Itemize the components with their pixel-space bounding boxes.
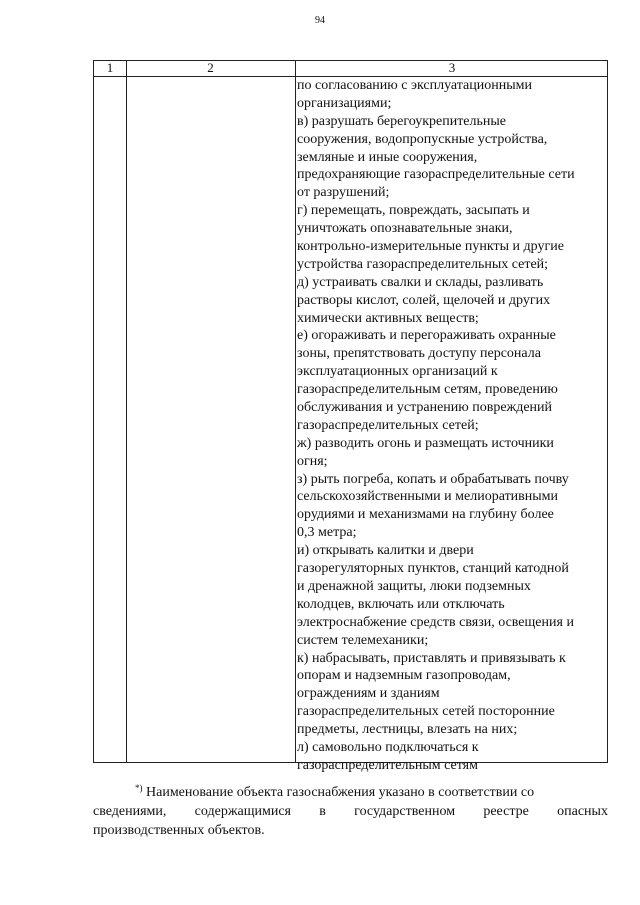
- table-cell-line: электроснабжение средств связи, освещения и: [297, 614, 574, 630]
- table-cell-line: зоны, препятствовать доступу персонала: [297, 346, 541, 362]
- table-cell-line: ограждениям и зданиям: [297, 686, 440, 702]
- footnote-marker: *): [135, 783, 143, 793]
- footnote-word: содержащимися: [194, 804, 291, 819]
- footnote-line-2: [93, 802, 608, 821]
- table-cell-line: л) самовольно подключаться к: [297, 739, 479, 755]
- footnote-text-1: Наименование объекта газоснабжения указано в соответствии со: [146, 785, 535, 800]
- table-cell-line: огня;: [297, 453, 328, 469]
- table-cell-line: земляные и иные сооружения,: [297, 149, 478, 165]
- footnote-word: реестре: [483, 804, 529, 819]
- footnote-word: опасных: [557, 804, 608, 819]
- footnote-line-1: [93, 779, 608, 802]
- table-cell-line: к) набрасывать, приставлять и привязывать к: [297, 650, 566, 666]
- table-cell-line: газораспределительных сетей посторонние: [297, 704, 555, 720]
- table-cell-line: эксплуатационных организаций к: [297, 364, 498, 380]
- table-cell-line: е) огораживать и перегораживать охранные: [297, 328, 556, 344]
- table-cell-line: колодцев, включать или отключать: [297, 596, 505, 612]
- page-number: 94: [315, 15, 325, 26]
- footnote-word: в: [319, 804, 326, 819]
- table-cell-line: от разрушений;: [297, 185, 390, 201]
- table-cell-line: опорам и надземным газопроводам,: [297, 668, 511, 684]
- table-cell-line: организациями;: [297, 95, 392, 111]
- table-cell-line: и дренажной защиты, люки подземных: [297, 578, 531, 594]
- table-cell-line: по согласованию с эксплуатационными: [297, 78, 532, 93]
- table-header-row: [94, 61, 607, 77]
- header-cell-2: 2: [207, 60, 214, 75]
- column-divider-2: [295, 61, 296, 762]
- header-cell-3: 3: [448, 60, 456, 75]
- footnote-line-3: производственных объектов.: [93, 823, 265, 838]
- table-cell-line: обслуживания и устранению повреждений: [297, 400, 553, 416]
- table-cell-line: химически активных веществ;: [297, 310, 479, 326]
- column-divider-1: [126, 61, 127, 762]
- table-cell-line: орудиями и механизмами на глубину более: [297, 507, 554, 523]
- table-cell-line: г) перемещать, повреждать, засыпать и: [297, 203, 530, 219]
- table-cell-line: сельскохозяйственными и мелиоративными: [297, 489, 559, 505]
- table-cell-line: и) открывать калитки и двери: [297, 543, 474, 559]
- table-cell-line: предметы, лестницы, влезать на них;: [297, 722, 518, 738]
- table-cell-line: з) рыть погреба, копать и обрабатывать почву: [297, 471, 569, 487]
- table-cell-line: ж) разводить огонь и размещать источники: [297, 435, 554, 451]
- table-cell-line: газорегуляторных пунктов, станций катодной: [297, 561, 569, 577]
- table-cell-line: газораспределительным сетям: [297, 757, 478, 773]
- table-cell-line: в) разрушать берегоукрепительные: [297, 113, 507, 129]
- table-cell-line: контрольно-измерительные пункты и другие: [297, 239, 564, 255]
- footnote-word: государственном: [354, 804, 456, 819]
- table-cell-line: сооружения, водопропускные устройства,: [297, 131, 548, 147]
- table-cell-line: устройства газораспределительных сетей;: [297, 256, 549, 272]
- table-cell-line: газораспределительным сетям, проведению: [297, 382, 558, 398]
- table-cell-line: растворы кислот, солей, щелочей и других: [297, 292, 551, 308]
- header-cell-1: 1: [106, 60, 114, 75]
- table-cell-line: 0,3 метра;: [297, 525, 357, 541]
- footnote: [93, 779, 608, 840]
- table-cell-line: предохраняющие газораспределительные сети: [297, 167, 575, 183]
- table-cell-line: уничтожать опознавательные знаки,: [297, 221, 513, 237]
- footnote-word: сведениями,: [93, 804, 167, 819]
- document-table: [93, 60, 608, 773]
- table-cell-line: д) устраивать свалки и склады, разливать: [297, 274, 544, 290]
- table-cell-line: газораспределительных сетей;: [297, 417, 479, 433]
- table-cell-line: систем телемеханики;: [297, 632, 429, 648]
- column-3-text: [297, 77, 605, 775]
